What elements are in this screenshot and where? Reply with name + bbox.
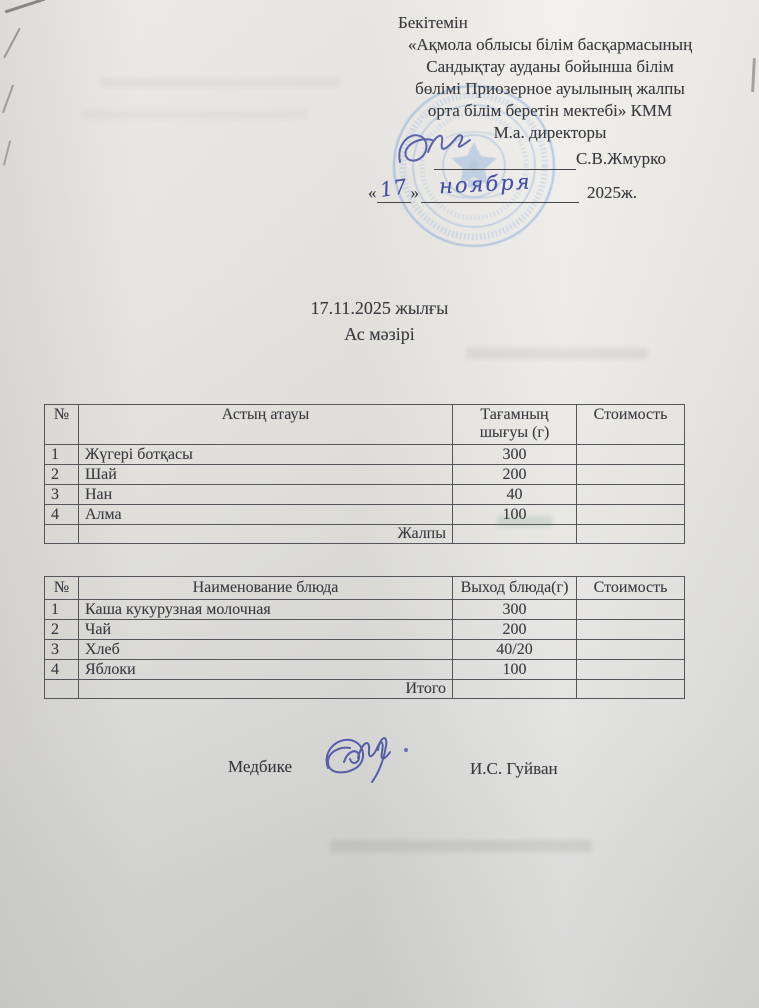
row-num: 3 (45, 640, 79, 660)
title-date-line: 17.11.2025 жылғы (310, 298, 449, 318)
total-num-empty (45, 525, 79, 544)
table-row (45, 600, 685, 620)
table-total-row (45, 680, 685, 699)
table-row (45, 485, 685, 505)
header-dish-name: Наименование блюда (79, 577, 453, 600)
menu-table-kazakh (44, 404, 685, 544)
director-name: С.В.Жмурко (575, 149, 667, 168)
dish-cost (577, 600, 685, 620)
dish-weight: 300 (453, 445, 577, 465)
row-num: 1 (45, 445, 79, 465)
dish-weight: 200 (453, 620, 577, 640)
table-row (45, 445, 685, 465)
table-header-row (45, 405, 685, 445)
edge-pen-mark (3, 28, 21, 59)
row-num: 4 (45, 505, 79, 525)
handwritten-day: 17 (377, 174, 409, 202)
open-quote: « (368, 183, 377, 202)
dish-cost (577, 445, 685, 465)
dish-cost (577, 640, 685, 660)
header-num: № (45, 405, 79, 445)
header-cost: Стоимость (577, 405, 685, 445)
row-num: 2 (45, 465, 79, 485)
org-name-line: Сандықтау ауданы бойынша білім (426, 57, 674, 76)
row-num: 4 (45, 660, 79, 680)
edge-pen-mark (5, 0, 46, 13)
dish-name: Чай (79, 620, 453, 640)
handwritten-month: ноября (438, 169, 533, 199)
row-num: 2 (45, 620, 79, 640)
dish-name: Жүгері ботқасы (79, 445, 453, 465)
dish-weight: 40 (453, 485, 577, 505)
table-row (45, 640, 685, 660)
dish-name: Шай (79, 465, 453, 485)
org-name-line: «Ақмола облысы білім басқармасының (407, 35, 693, 54)
document-title (0, 295, 759, 347)
total-cost (577, 525, 685, 544)
header-num: № (45, 577, 79, 600)
dish-name: Каша кукурузная молочная (79, 600, 453, 620)
edge-pen-mark (751, 58, 755, 92)
day-slot (377, 174, 411, 203)
month-slot (421, 169, 579, 203)
header-weight-line1: Тағамның (480, 406, 549, 423)
nurse-signature (318, 730, 404, 792)
dish-name: Яблоки (79, 660, 453, 680)
total-label: Жалпы (79, 525, 453, 544)
total-num-empty (45, 680, 79, 699)
header-dish-name: Астың атауы (79, 405, 453, 445)
bleedthrough-smudge (82, 110, 307, 119)
org-name-line: орта білім беретін мектебі» КММ (427, 101, 673, 120)
dish-cost (577, 465, 685, 485)
dish-cost (577, 485, 685, 505)
bleedthrough-smudge (100, 78, 340, 87)
header-cost: Стоимость (577, 577, 685, 600)
director-signature (392, 128, 484, 172)
table-row (45, 465, 685, 485)
edge-pen-mark (3, 140, 11, 166)
table-row (45, 620, 685, 640)
total-cost (577, 680, 685, 699)
director-position-label: М.а. директоры (493, 123, 607, 142)
title-menu-line: Ас мәзірі (344, 324, 415, 344)
header-weight-line2: шығуы (г) (479, 424, 550, 441)
nurse-role-label: Медбике (228, 757, 292, 776)
table-row (45, 505, 685, 525)
approval-word: Бекітемін (398, 13, 468, 32)
dish-name: Нан (79, 485, 453, 505)
header-weight: Выход блюда(г) (453, 577, 577, 600)
edge-pen-mark (2, 85, 14, 114)
dish-weight: 40/20 (453, 640, 577, 660)
dish-weight: 200 (453, 465, 577, 485)
dish-weight: 100 (453, 660, 577, 680)
total-label: Итого (79, 680, 453, 699)
org-name-line: бөлімі Приозерное ауылының жалпы (415, 79, 685, 98)
bleedthrough-smudge (330, 840, 592, 852)
menu-table-russian (44, 576, 685, 699)
table-header-row (45, 577, 685, 600)
table-total-row (45, 525, 685, 544)
total-weight (453, 525, 577, 544)
row-num: 3 (45, 485, 79, 505)
table-row (45, 660, 685, 680)
dish-name: Алма (79, 505, 453, 525)
dish-weight: 100 (453, 505, 577, 525)
year-suffix: 2025ж. (587, 183, 637, 202)
ink-dot (404, 748, 408, 752)
dish-cost (577, 505, 685, 525)
close-quote: » (410, 183, 419, 202)
row-num: 1 (45, 600, 79, 620)
header-weight (453, 405, 577, 445)
dish-cost (577, 660, 685, 680)
nurse-name: И.С. Гуйван (470, 759, 558, 778)
dish-name: Хлеб (79, 640, 453, 660)
date-row (368, 169, 708, 203)
bleedthrough-smudge (466, 348, 648, 359)
dish-cost (577, 620, 685, 640)
dish-weight: 300 (453, 600, 577, 620)
total-weight (453, 680, 577, 699)
